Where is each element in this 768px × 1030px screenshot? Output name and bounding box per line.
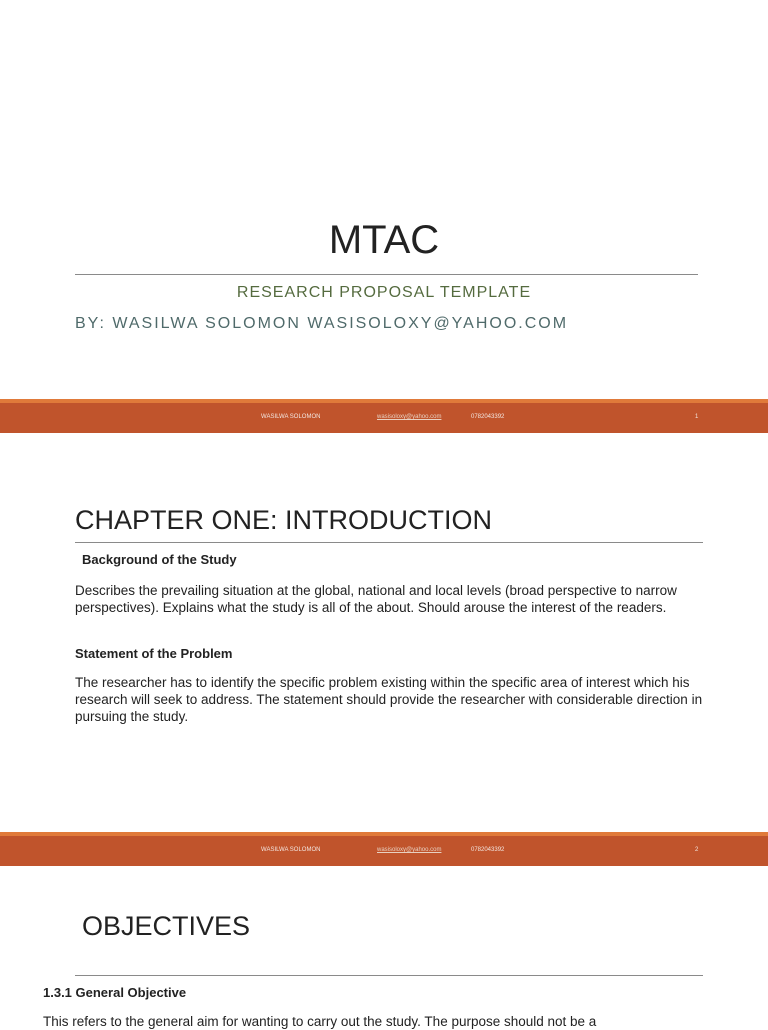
footer-email-link[interactable]: wasisoloxy@yahoo.com [377, 414, 442, 420]
footer-phone: 0782043392 [471, 414, 505, 420]
chapter-heading: CHAPTER ONE: INTRODUCTION [75, 505, 493, 535]
heading-divider [75, 542, 703, 543]
objectives-divider [75, 975, 703, 976]
section-title-problem: Statement of the Problem [75, 646, 233, 661]
footer-page-number: 1 [695, 414, 699, 420]
author-byline: BY: WASILWA SOLOMON WASISOLOXY@YAHOO.COM [75, 315, 569, 332]
slide-footer [0, 399, 768, 433]
slide-footer [0, 832, 768, 866]
footer-author: WASILWA SOLOMON [261, 414, 321, 420]
title-divider [75, 274, 698, 275]
section-text-problem: The researcher has to identify the specific problem existing within the specific area of interest which his research will seek to address. The statement should provide the researcher with considerable direction in pursuing the study. [75, 675, 703, 724]
footer-phone: 0782043392 [471, 847, 505, 853]
document-subtitle: RESEARCH PROPOSAL TEMPLATE [236, 284, 532, 301]
section-text-general-objective: This refers to the general aim for wanting to carry out the study. The purpose should not be a [43, 1014, 597, 1029]
footer-author: WASILWA SOLOMON [261, 847, 321, 853]
objectives-heading: OBJECTIVES [82, 911, 251, 941]
footer-page-number: 2 [695, 847, 699, 853]
section-title-background: Background of the Study [82, 552, 237, 567]
footer-email-link[interactable]: wasisoloxy@yahoo.com [377, 847, 442, 853]
section-text-background: Describes the prevailing situation at the global, national and local levels (broad perspective to narrow perspectives). Explains what the study is all of the about. Should arouse the interest of the readers. [75, 583, 677, 615]
document-title: MTAC [328, 218, 440, 262]
section-title-general-objective: 1.3.1 General Objective [43, 985, 187, 1000]
